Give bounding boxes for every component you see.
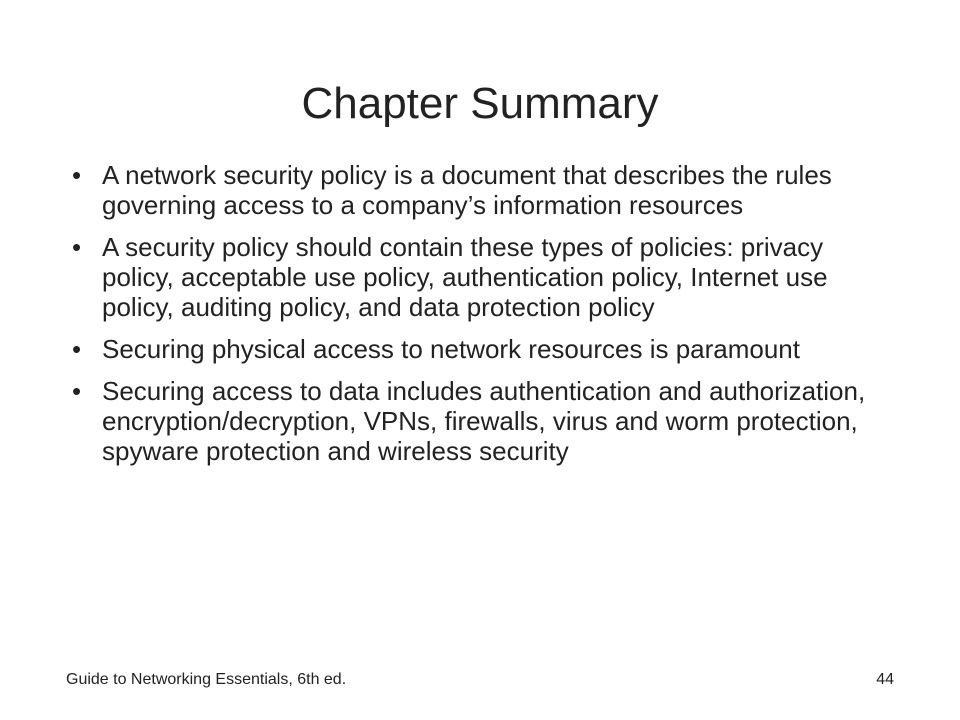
- bullet-text: Securing access to data includes authentication and authorization, encryption/decryption, VPNs, firewalls, virus and worm protection, spyware protection and wireless security: [102, 376, 866, 466]
- bullet-item: [72, 376, 902, 466]
- bullet-marker: •: [72, 376, 82, 406]
- bullet-text: Securing physical access to network resources is paramount: [102, 334, 800, 364]
- bullet-item: [72, 232, 902, 322]
- footer-book-title: Guide to Networking Essentials, 6th ed.: [66, 671, 347, 688]
- bullet-marker: •: [72, 334, 82, 364]
- bullet-item: [72, 334, 902, 364]
- bullet-marker: •: [72, 232, 82, 262]
- bullet-text: A network security policy is a document that describes the rules governing access to a company’s information resources: [102, 160, 832, 220]
- slide-title: Chapter Summary: [301, 79, 659, 128]
- bullet-list: [72, 160, 902, 478]
- footer-page-number: 44: [876, 671, 894, 688]
- bullet-marker: •: [72, 160, 82, 190]
- bullet-text: A security policy should contain these types of policies: privacy policy, acceptable use policy, authentication policy, Internet use policy, auditing policy, and data protection policy: [102, 232, 828, 322]
- bullet-item: [72, 160, 902, 220]
